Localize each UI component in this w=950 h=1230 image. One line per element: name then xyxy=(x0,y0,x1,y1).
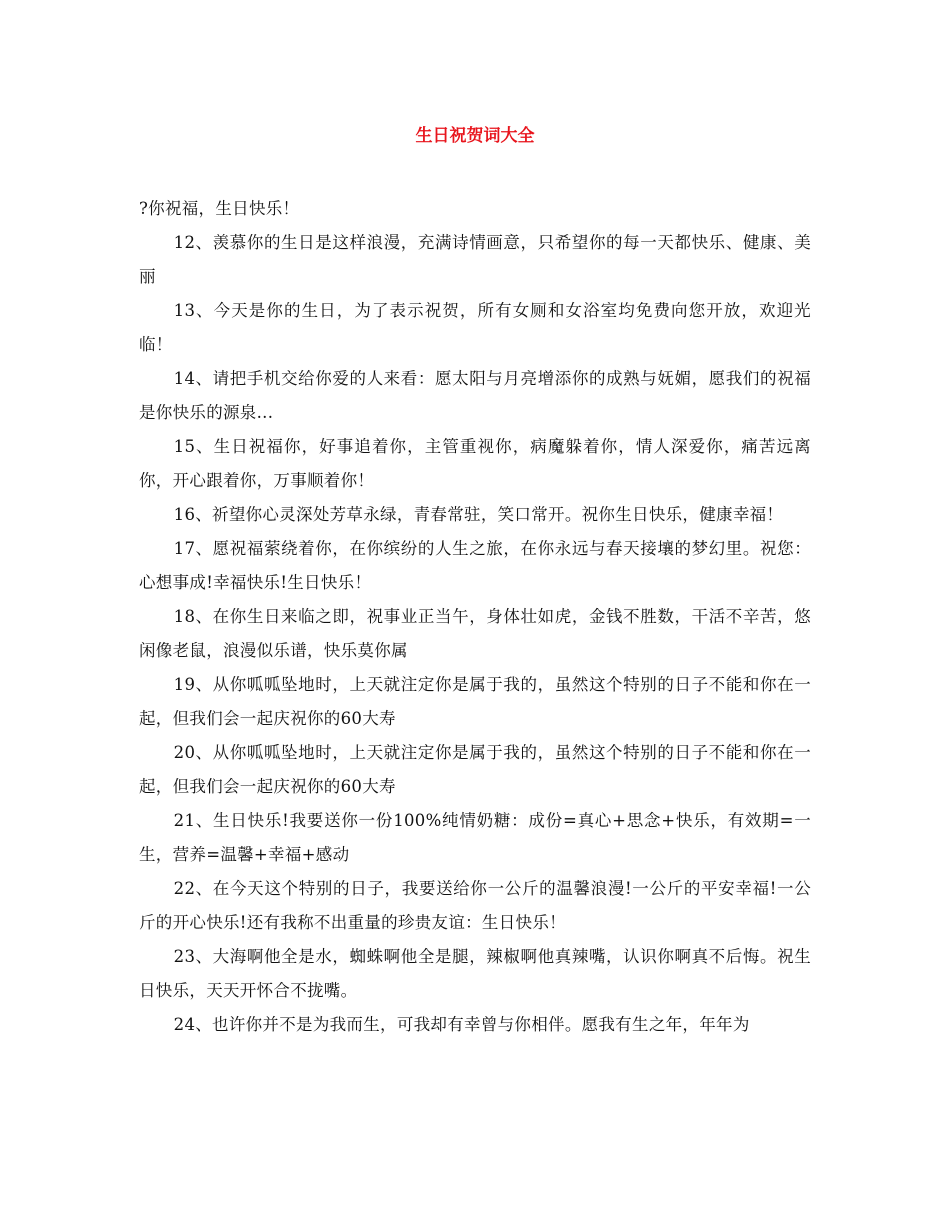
paragraph: 21、生日快乐!我要送你一份100%纯情奶糖：成份=真心+思念+快乐，有效期=一生，营养=温馨+幸福+感动 xyxy=(139,811,811,864)
paragraph: 19、从你呱呱坠地时，上天就注定你是属于我的，虽然这个特别的日子不能和你在一起，但我们会一起庆祝你的60大寿 xyxy=(139,675,811,728)
paragraph: 16、祈望你心灵深处芳草永绿，青春常驻，笑口常开。祝你生日快乐，健康幸福！ xyxy=(173,505,784,524)
paragraph: 24、也许你并不是为我而生，可我却有幸曾与你相伴。愿我有生之年，年年为 xyxy=(173,1015,750,1034)
paragraph: 14、请把手机交给你爱的人来看：愿太阳与月亮增添你的成熟与妩媚，愿我们的祝福是你快乐的源泉... xyxy=(139,369,811,422)
paragraph: 23、大海啊他全是水，蜘蛛啊他全是腿，辣椒啊他真辣嘴，认识你啊真不后悔。祝生日快乐，天天开怀合不拢嘴。 xyxy=(139,947,811,1000)
page-title: 生日祝贺词大全 xyxy=(415,126,535,146)
paragraph: 22、在今天这个特别的日子，我要送给你一公斤的温馨浪漫!一公斤的平安幸福!一公斤的开心快乐!还有我称不出重量的珍贵友谊：生日快乐！ xyxy=(139,879,811,932)
paragraph: 13、今天是你的生日，为了表示祝贺，所有女厕和女浴室均免费向您开放，欢迎光临！ xyxy=(139,301,811,354)
paragraph: 15、生日祝福你，好事追着你，主管重视你，病魔躲着你，情人深爱你，痛苦远离你，开心跟着你，万事顺着你！ xyxy=(139,437,811,490)
paragraph: 20、从你呱呱坠地时，上天就注定你是属于我的，虽然这个特别的日子不能和你在一起，但我们会一起庆祝你的60大寿 xyxy=(139,743,811,796)
paragraph: 12、羡慕你的生日是这样浪漫，充满诗情画意，只希望你的每一天都快乐、健康、美丽 xyxy=(139,233,811,286)
paragraph: ?你祝福，生日快乐！ xyxy=(139,199,300,218)
paragraph: 18、在你生日来临之即，祝事业正当午，身体壮如虎，金钱不胜数，干活不辛苦，悠闲像老鼠，浪漫似乐谱，快乐莫你属 xyxy=(139,607,811,660)
document-body xyxy=(139,192,811,1042)
paragraph: 17、愿祝福萦绕着你，在你缤纷的人生之旅，在你永远与春天接壤的梦幻里。祝您：心想事成!幸福快乐!生日快乐！ xyxy=(139,539,811,592)
